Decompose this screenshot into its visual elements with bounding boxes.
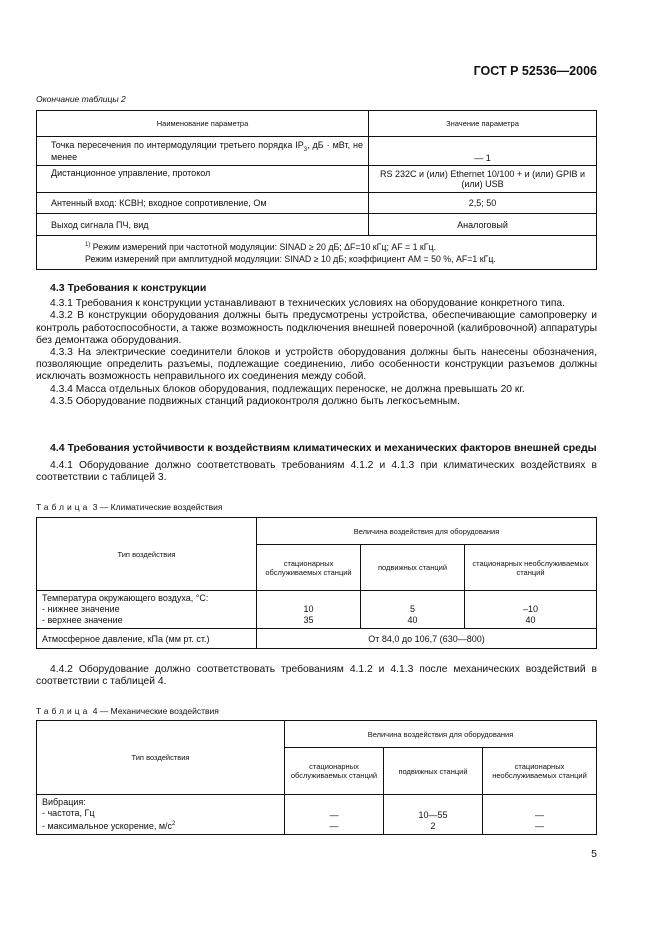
cell: От 84,0 до 106,7 (630—800) xyxy=(257,629,597,649)
section-4-4-2 xyxy=(36,664,597,688)
row-label: Вибрация: xyxy=(42,797,86,807)
th-value: Значение параметра xyxy=(369,111,597,137)
param-sub: 3 xyxy=(303,146,308,153)
th-group: Величина воздействия для оборудования xyxy=(285,721,597,748)
table-row xyxy=(37,629,597,649)
cell: 35 xyxy=(303,615,314,625)
accel-sup: 2 xyxy=(172,821,176,827)
paragraph: 4.3.3 На электрические соединители блоков и устройств оборудования должны быть нанесены обозначения, позволяющие определить разъемы, подлежащие соединению, либо особенности конструкции разъемов должны исключать возможность неправильного их соединения между собой. xyxy=(36,347,597,383)
cell: 10—55 xyxy=(418,810,448,820)
caption-text: 3 — Климатические воздействия xyxy=(92,502,223,512)
table-3 xyxy=(36,517,597,649)
cell: 10 xyxy=(303,604,314,614)
table-2 xyxy=(36,110,597,270)
value-cell: — 1 xyxy=(369,137,597,166)
th-col: стационарных обслуживаемых станций xyxy=(257,545,361,591)
footnote-1: Режим измерений при частотной модуляции: SINAD ≥ 20 дБ; ΔF=10 кГц; AF = 1 кГц. xyxy=(92,241,437,252)
row-sublabel: - частота, Гц xyxy=(42,808,95,818)
table-row xyxy=(37,166,597,193)
table-row xyxy=(37,214,597,236)
accel-label: - максимальное ускорение, м/с xyxy=(42,821,173,831)
th-param: Наименование параметра xyxy=(37,111,369,137)
th-col: подвижных станций xyxy=(384,748,483,795)
th-type: Тип воздействия xyxy=(37,518,257,591)
table-row xyxy=(37,591,597,629)
cell: 2 xyxy=(430,821,436,831)
th-col: стационарных необслуживаемых станций xyxy=(483,748,597,795)
footnote-row xyxy=(37,236,597,270)
caption-text: 4 — Механические воздействия xyxy=(92,706,219,716)
paragraph: 4.3.2 В конструкции оборудования должны быть предусмотрены устройства, обеспечивающие самопроверку и контроль работоспособности, а также возможность подключения внешней поверочной (калибровочной) аппаратуры без демонтажа оборудования. xyxy=(36,310,597,346)
row-sublabel xyxy=(42,819,279,832)
page-number: 5 xyxy=(591,848,597,860)
document-header: ГОСТ Р 52536—2006 xyxy=(473,64,597,78)
param-text: , дБ · мВт, не менее xyxy=(51,139,363,163)
table-row xyxy=(37,193,597,214)
footnote-2: Режим измерений при амплитудной модуляции: SINAD ≥ 10 дБ; коэффициент АМ = 50 %, AF=1 кГц. xyxy=(85,254,496,265)
param-cell: Дистанционное управление, протокол xyxy=(37,166,369,193)
cell: — xyxy=(535,810,544,820)
th-col: стационарных необслуживаемых станций xyxy=(465,545,597,591)
row-label: Атмосферное давление, кПа (мм рт. ст.) xyxy=(37,629,257,649)
table4-caption xyxy=(36,706,219,716)
cell: –10 xyxy=(522,604,539,614)
value-cell: RS 232C и (или) Ethernet 10/100 + и (или) GPIB и (или) USB xyxy=(369,166,597,193)
footnote-mark: 1) xyxy=(85,241,91,248)
th-col: подвижных станций xyxy=(361,545,465,591)
param-text: Точка пересечения по интермодуляции третьего порядка IP xyxy=(51,139,304,150)
paragraph: 4.3.4 Масса отдельных блоков оборудования, подлежащих переноске, не должна превышать 20 кг. xyxy=(50,383,525,395)
caption-word: Таблица xyxy=(36,502,91,512)
table-4 xyxy=(36,720,597,835)
caption-word: Таблица xyxy=(36,706,91,716)
row-sublabel: - нижнее значение xyxy=(42,604,120,614)
cell: — xyxy=(535,821,544,831)
table2-caption: Окончание таблицы 2 xyxy=(36,94,126,104)
section-title: 4.4 Требования устойчивости к воздействиям климатических и механических факторов внешней среды xyxy=(50,442,597,454)
paragraph: 4.4.2 Оборудование должно соответствовать требованиям 4.1.2 и 4.1.3 после механических воздействий в соответствии с таблицей 4. xyxy=(36,664,597,688)
section-4-3 xyxy=(36,282,597,408)
th-col: стационарных обслуживаемых станций xyxy=(285,748,384,795)
th-type: Тип воздействия xyxy=(37,721,285,795)
row-label: Температура окружающего воздуха, °С: xyxy=(42,593,209,603)
paragraph: 4.3.5 Оборудование подвижных станций радиоконтроля должно быть легкосъемным. xyxy=(50,395,460,407)
value-cell: Аналоговый xyxy=(369,214,597,236)
param-cell: Выход сигнала ПЧ, вид xyxy=(37,214,369,236)
param-cell: Антенный вход: КСВН; входное сопротивление, Ом xyxy=(37,193,369,214)
section-4-4 xyxy=(36,442,597,485)
cell: — xyxy=(329,810,339,820)
paragraph: 4.4.1 Оборудование должно соответствовать требованиям 4.1.2 и 4.1.3 при климатических воздействиях в соответствии с таблицей 3. xyxy=(36,460,597,484)
value-cell: 2,5; 50 xyxy=(369,193,597,214)
cell: — xyxy=(329,821,339,831)
row-sublabel: - верхнее значение xyxy=(42,615,123,625)
table-row xyxy=(37,795,597,835)
paragraph: 4.3.1 Требования к конструкции устанавливают в технических условиях на оборудование конкретного типа. xyxy=(50,298,566,310)
section-title: 4.3 Требования к конструкции xyxy=(50,282,207,294)
table3-caption xyxy=(36,502,223,512)
cell: 40 xyxy=(407,615,418,625)
th-group: Величина воздействия для оборудования xyxy=(257,518,597,545)
cell: 5 xyxy=(409,604,415,614)
table-row xyxy=(37,137,597,166)
cell: 40 xyxy=(525,615,536,625)
